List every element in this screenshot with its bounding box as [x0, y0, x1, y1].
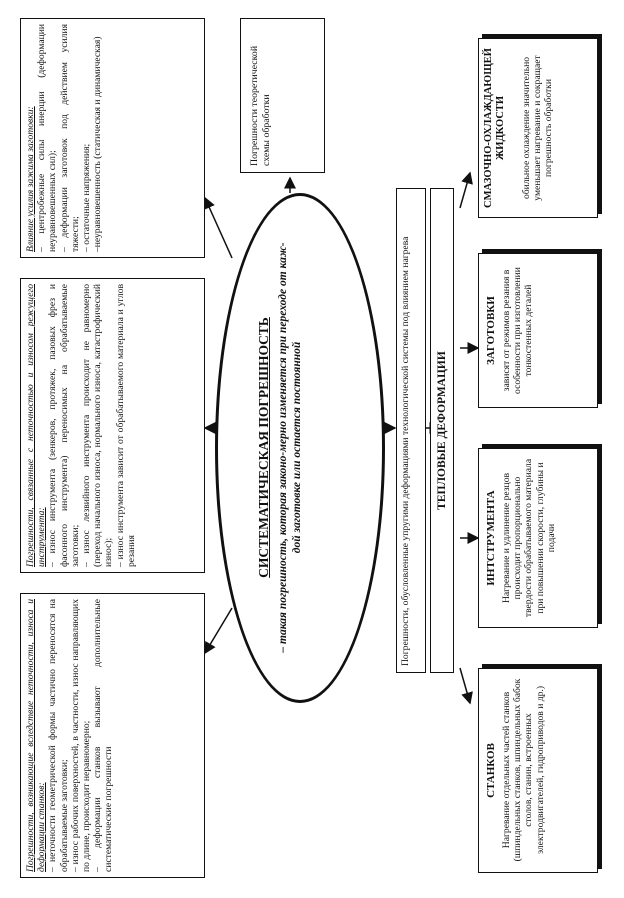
- tool-item: – износ лезвийного инструмента происходит не равномерно (переход начального износа, нормального износа, катастрофический износ);: [81, 284, 115, 567]
- central-ellipse: [215, 193, 385, 703]
- tool-box: [20, 278, 205, 573]
- elastic-text: Погрешности, обусловленные упругими деформациями технологической системы под влиянием нагрева: [400, 236, 411, 666]
- sub-blank-title: ЗАГОТОВКИ: [485, 296, 497, 365]
- sub-machines-title: СТАНКОВ: [485, 743, 497, 798]
- clamping-item: – центробежные силы инерции (деформации неуравновешенных сил);: [36, 24, 59, 252]
- theory-text: Погрешности теоретической схемы обработки: [249, 45, 272, 166]
- sub-tool-text: Нагревание и удлинение резцов происходит пропорционально твердости обрабатываемого материала при повышении скорости, глубины и подачи: [501, 458, 557, 618]
- sub-tool-title: ИНТСТРУМЕНТА: [485, 490, 497, 586]
- center-definition: – такая погрешность, которая законо-мерно изменяется при переходе от каж-дой заготовке или остается постоянной: [277, 242, 303, 653]
- sub-machines-box: [478, 668, 598, 873]
- thermal-title: ТЕПЛОВЫЕ ДЕФОРМАЦИИ: [436, 351, 448, 510]
- clamping-box: [20, 18, 205, 258]
- sub-blank-box: [478, 253, 598, 408]
- clamping-title: Влияние усилия зажима заготовки:: [25, 106, 36, 252]
- arrow-to-sub-fluid: [460, 173, 470, 208]
- theory-box: [240, 18, 325, 173]
- sub-fluid-box: [478, 38, 598, 218]
- machines-box: [20, 593, 205, 878]
- clamping-item: – остаточные напряжения;: [81, 143, 93, 252]
- sub-blank-text: зависят от режимов резания в особенности при изготовлении тонкостенных деталей: [501, 267, 535, 394]
- elastic-box: [396, 188, 426, 673]
- tool-item: – износ инструмента зависит от обрабатываемого материала и углов резания: [114, 284, 137, 567]
- sub-machines-text: Нагревание отдельных частей станков (шпиндельных станков, шпиндельных бабок столов, станин, встроенных электродвигателей, гидроприводов и др.): [501, 678, 546, 862]
- sub-tool-box: [478, 448, 598, 628]
- tool-item: – износ инструмента (зенкеров, протяжек, пазовых фрез и фасонного инструмента) переносимых на обрабатываемые заготовки;: [47, 284, 81, 567]
- machines-item: – неточности геометрической формы частично переносятся на обрабатываемые заготовки;: [47, 599, 70, 872]
- machines-item: – деформации станков вызывают дополнительные систематические погрешности: [92, 599, 115, 872]
- arrow-to-clamping: [205, 198, 232, 258]
- tool-title: Погрешности, связанные с неточностью и износом режущего инструмента:: [25, 284, 48, 567]
- machines-item: – износ рабочих поверхностей, в частности, износ направляющих по длине, происходит неравномерно;: [69, 599, 93, 872]
- clamping-item: – деформации заготовок под действием усилия тяжести;: [58, 24, 81, 252]
- sub-fluid-text: обильное охлаждение значительно уменьшает нагревание и сокращает погрешность обработки: [521, 55, 555, 201]
- arrow-to-machines: [205, 608, 232, 653]
- sub-fluid-title: СМАЗОЧНО-ОХЛАЖДАЮЩЕЙ ЖИДКОСТИ: [483, 48, 506, 208]
- arrow-to-sub-machines: [460, 668, 470, 703]
- machines-title: Погрешности, возникающие вследствие неточности, износа и деформации станков:: [25, 599, 48, 872]
- thermal-box: [430, 188, 454, 673]
- clamping-item: –неуравновешенность (статическая и динамическая): [92, 36, 104, 252]
- center-title: СИСТЕМАТИЧЕСКАЯ ПОГРЕШНОСТЬ: [256, 317, 271, 578]
